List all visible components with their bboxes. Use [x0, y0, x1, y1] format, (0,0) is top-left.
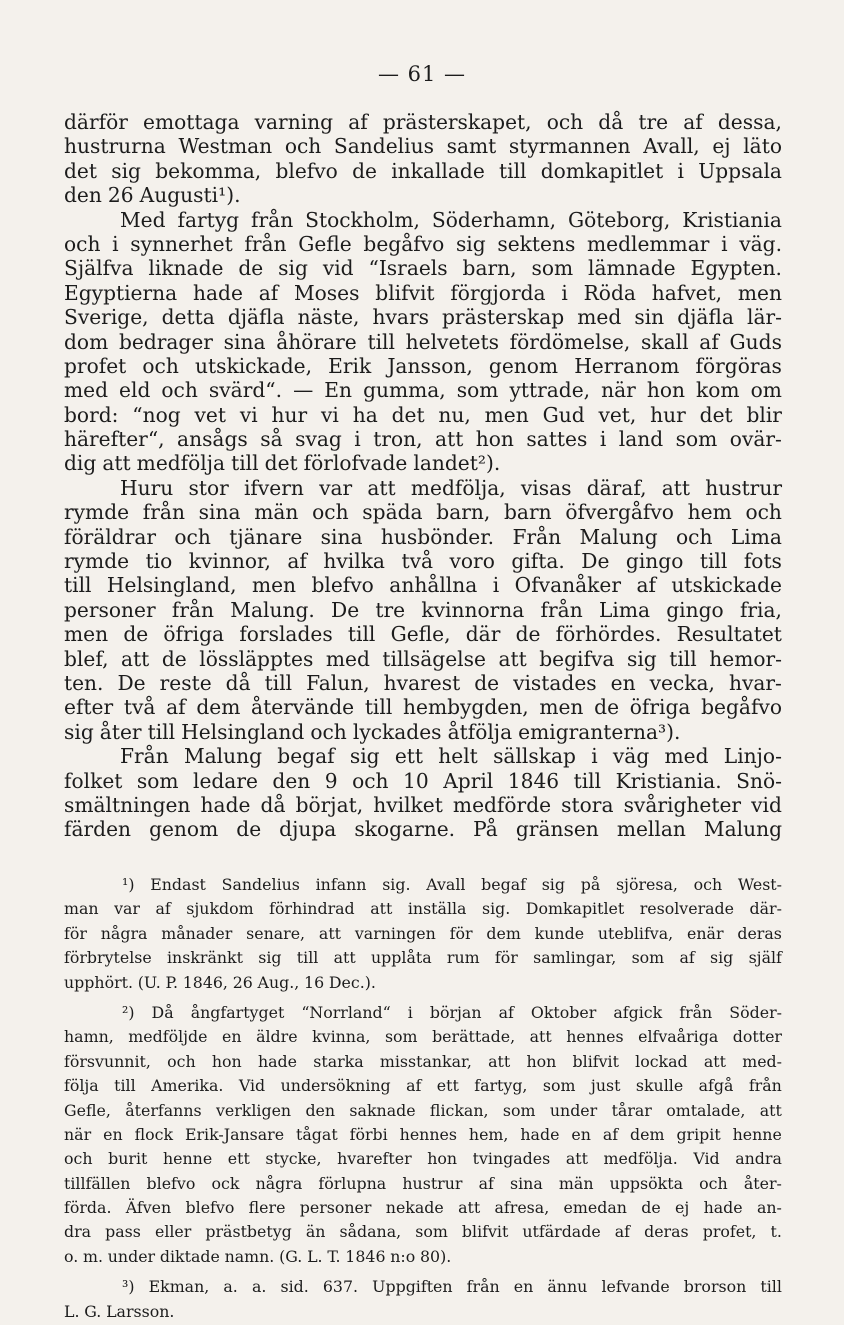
- text-line: folket som ledare den 9 och 10 April 1846 till Kristiania. Snö-: [64, 768, 782, 793]
- footnote-line: ¹) Endast Sandelius infann sig. Avall begaf sig på sjöresa, och West-: [122, 875, 782, 894]
- text-line: med eld och svärd“. — En gumma, som yttrade, när hon kom om: [64, 378, 782, 403]
- text-line: Själfva liknade de sig vid “Israels barn, som lämnade Egypten.: [64, 256, 782, 281]
- text-line: men de öfriga forslades till Gefle, där de förhördes. Resultatet: [64, 622, 782, 647]
- footnote-line: tillfällen blefvo ock några förlupna hustrur af sina män uppsökta och åter-: [64, 1173, 782, 1193]
- text-line: rymde från sina män och späda barn, barn öfvergåfvo hem och: [64, 500, 782, 525]
- footnote-line: o. m. under diktade namn. (G. L. T. 1846 n:o 80).: [64, 1246, 452, 1266]
- footnote-line: när en flock Erik-Jansare tågat förbi hennes hem, hade en af dem gripit henne: [64, 1124, 782, 1144]
- footnote-line: försvunnit, och hon hade starka misstankar, att hon blifvit lockad att med-: [64, 1051, 782, 1071]
- text-line: personer från Malung. De tre kvinnorna från Lima gingo fria,: [64, 597, 782, 622]
- footnote-line: man var af sjukdom förhindrad att inställa sig. Domkapitlet resolverade där-: [64, 899, 782, 919]
- footnote-line: för några månader senare, att varningen för dem kunde uteblifva, enär deras: [64, 923, 782, 943]
- text-line: blef, att de lössläpptes med tillsägelse att begifva sig till hemor-: [64, 646, 782, 671]
- footnote: [64, 874, 782, 996]
- footnotes: [64, 874, 782, 1325]
- footnote-line: förda. Äfven blefvo flere personer nekade att afresa, emedan de ej hade an-: [64, 1198, 782, 1218]
- text-line: ten. De reste då till Falun, hvarest de vistades en vecka, hvar-: [64, 670, 782, 695]
- text-line: Från Malung begaf sig ett helt sällskap i väg med Linjo-: [120, 744, 782, 769]
- footnote-line: följa till Amerika. Vid undersökning af ett fartyg, som just skulle afgå från: [64, 1076, 782, 1096]
- footnote: [64, 1276, 782, 1325]
- footnote-line: och burit henne ett stycke, hvarefter hon tvingades att medfölja. Vid andra: [64, 1149, 782, 1169]
- text-line: färden genom de djupa skogarne. På gränsen mellan Malung: [64, 817, 782, 842]
- footnote-line: ³) Ekman, a. a. sid. 637. Uppgiften från en ännu lefvande brorson till: [122, 1277, 782, 1297]
- footnote: [64, 1002, 782, 1270]
- footnote-line: L. G. Larsson.: [64, 1301, 175, 1321]
- text-line: dom bedrager sina åhörare till helvetets fördömelse, skall af Guds: [64, 329, 782, 354]
- text-line: till Helsingland, men blefvo anhållna i Ofvanåker af utskickade: [64, 573, 782, 598]
- text-line: härefter“, ansågs så svag i tron, att hon sattes i land som ovär-: [64, 427, 782, 452]
- footnote-line: hamn, medföljde en äldre kvinna, som berättade, att hennes elfvaåriga dotter: [64, 1027, 782, 1047]
- text-line: bord: “nog vet vi hur vi ha det nu, men Gud vet, hur det blir: [64, 402, 782, 427]
- text-line: rymde tio kvinnor, af hvilka två voro gifta. De gingo till fots: [64, 549, 782, 574]
- footnote-line: dra pass eller prästbetyg än sådana, som blifvit utfärdade af deras profet, t.: [64, 1222, 782, 1242]
- text-line: Huru stor ifvern var att medfölja, visas däraf, att hustrur: [120, 475, 782, 500]
- text-line: och i synnerhet från Gefle begåfvo sig sektens medlemmar i väg.: [64, 231, 782, 256]
- text-line: Egyptierna hade af Moses blifvit förgjorda i Röda hafvet, men: [64, 280, 782, 305]
- footnote-line: förbrytelse inskränkt sig till att upplåta rum för samlingar, som af sig själf: [64, 948, 782, 968]
- text-line: dig att medfölja till det förlofvade landet²).: [64, 451, 501, 476]
- footnote-line: ²) Då ångfartyget “Norrland“ i början af Oktober afgick från Söder-: [122, 1002, 782, 1022]
- page-number: — 61 —: [377, 62, 467, 86]
- text-line: Med fartyg från Stockholm, Söderhamn, Göteborg, Kristiania: [120, 207, 782, 232]
- body-text: [64, 110, 782, 842]
- footnote-line: Gefle, återfanns verkligen den saknade flickan, som under tårar omtalade, att: [64, 1100, 782, 1120]
- text-line: den 26 Augusti¹).: [64, 183, 241, 208]
- text-line: sig åter till Helsingland och lyckades åtfölja emigranterna³).: [64, 719, 681, 744]
- text-line: Sverige, detta djäfla näste, hvars prästerskap med sin djäfla lär-: [64, 305, 782, 330]
- footnote-line: upphört. (U. P. 1846, 26 Aug., 16 Dec.).: [64, 972, 376, 992]
- text-line: hustrurna Westman och Sandelius samt styrmannen Avall, ej läto: [64, 134, 782, 159]
- text-line: därför emottaga varning af prästerskapet, och då tre af dessa,: [64, 110, 782, 134]
- text-line: det sig bekomma, blefvo de inkallade till domkapitlet i Uppsala: [64, 158, 782, 183]
- text-line: profet och utskickade, Erik Jansson, genom Herranom förgöras: [64, 353, 782, 378]
- text-line: föräldrar och tjänare sina husbönder. Från Malung och Lima: [64, 524, 782, 549]
- text-line: efter två af dem återvände till hembygden, men de öfriga begåfvo: [64, 695, 782, 720]
- text-line: smältningen hade då börjat, hvilket medförde stora svårigheter vid: [64, 792, 782, 817]
